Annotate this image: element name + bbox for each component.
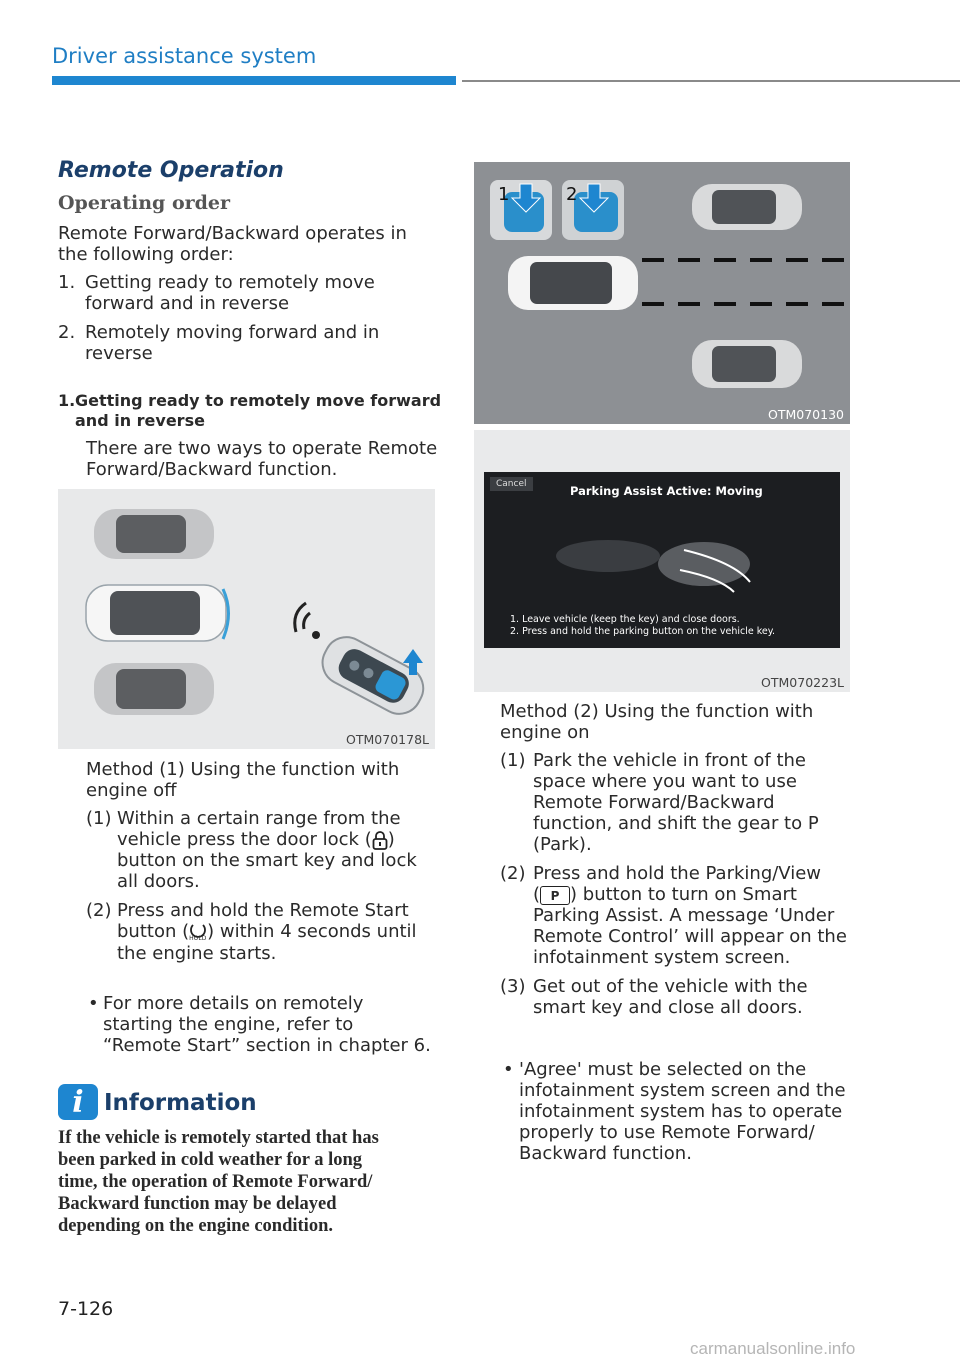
page-number: 7-126: [58, 1298, 114, 1320]
intro-text: Remote Forward/Backward operates in the following order:: [58, 223, 407, 265]
list-item: 1. Getting ready to remotely move forward and in reverse: [58, 272, 375, 314]
info-icon: i: [58, 1084, 98, 1120]
list-item: 2. Remotely moving forward and in reverse: [58, 322, 380, 364]
watermark: carmanualsonline.info: [690, 1339, 856, 1358]
door-lock-icon: [372, 830, 388, 850]
list-item: (1) Park the vehicle in front of the space where you want to use Remote Forward/Backward function, and shift the gear to P (Park).: [500, 750, 819, 855]
method2-steps: [500, 750, 860, 1018]
step1-text: There are two ways to operate Remote Forward/Backward function.: [86, 438, 438, 480]
figure-parking-lot: [474, 162, 850, 424]
key-number-2: 2: [566, 184, 578, 205]
order-list: [58, 272, 438, 364]
figure-key-cars: [58, 489, 435, 749]
list-item: (2) Press and hold the Remote Start button ( HOLD ) within 4 seconds until the engine starts.: [86, 900, 417, 964]
figure-caption: OTM070223L: [761, 675, 844, 690]
info-body: If the vehicle is remotely started that has been parked in cold weather for a long time, the operation of Remote Forward/ Backward function may be delayed depending on the engine condition.: [58, 1128, 379, 1236]
figure-infotainment: [474, 430, 850, 692]
parked-car-bottom: [94, 663, 214, 715]
parked-car-top: [94, 509, 214, 559]
screen-instructions: 1. Leave vehicle (keep the key) and close doors. 2. Press and hold the parking button on the vehicle key.: [510, 614, 776, 637]
parked-car-top: [692, 184, 802, 230]
list-item: (2) Press and hold the Parking/View ( P ) button to turn on Smart Parking Assist. A message ‘Under Remote Control’ will appear on the infotainment system screen.: [500, 863, 847, 968]
key-number-1: 1: [498, 184, 510, 205]
parking-maneuver-graphic: [544, 512, 784, 602]
list-item: (1) Within a certain range from the vehicle press the door lock ( ) button on the smart key and lock all doors.: [86, 808, 417, 892]
remote-start-icon: HOLD: [189, 922, 207, 943]
figure-caption: OTM070130: [768, 407, 844, 422]
subheading: Operating order: [58, 192, 231, 214]
parked-car-bottom: [692, 340, 802, 388]
infotainment-screen: [484, 472, 840, 648]
parking-view-icon: P: [540, 886, 570, 905]
cancel-button[interactable]: Cancel: [490, 477, 533, 491]
list-item: (3) Get out of the vehicle with the smart key and close all doors.: [500, 976, 808, 1018]
parking-lot-illustration: [474, 162, 850, 424]
section-title: Driver assistance system: [52, 44, 317, 68]
info-title: Information: [104, 1090, 257, 1116]
header-rule-accent: [52, 76, 456, 85]
method2-title: Method (2) Using the function with engine on: [500, 701, 814, 743]
figure-caption: OTM070178L: [346, 732, 429, 747]
method2-note: • 'Agree' must be selected on the infotainment system screen and the infotainment system has to operate properly to use Remote Forward/ Backward function.: [503, 1059, 846, 1164]
screen-title: Parking Assist Active: Moving: [570, 484, 763, 498]
cars-key-illustration: [58, 489, 435, 749]
header-rule: [462, 80, 960, 82]
method1-title: Method (1) Using the function with engine off: [86, 759, 400, 801]
user-car: [508, 256, 638, 310]
method1-note: • For more details on remotely starting the engine, refer to “Remote Start” section in chapter 6.: [88, 993, 431, 1056]
method1-steps: [86, 808, 446, 964]
section-heading: Remote Operation: [58, 158, 284, 183]
step1-heading: 1. Getting ready to remotely move forward and in reverse: [58, 391, 442, 430]
user-car: [86, 585, 229, 641]
